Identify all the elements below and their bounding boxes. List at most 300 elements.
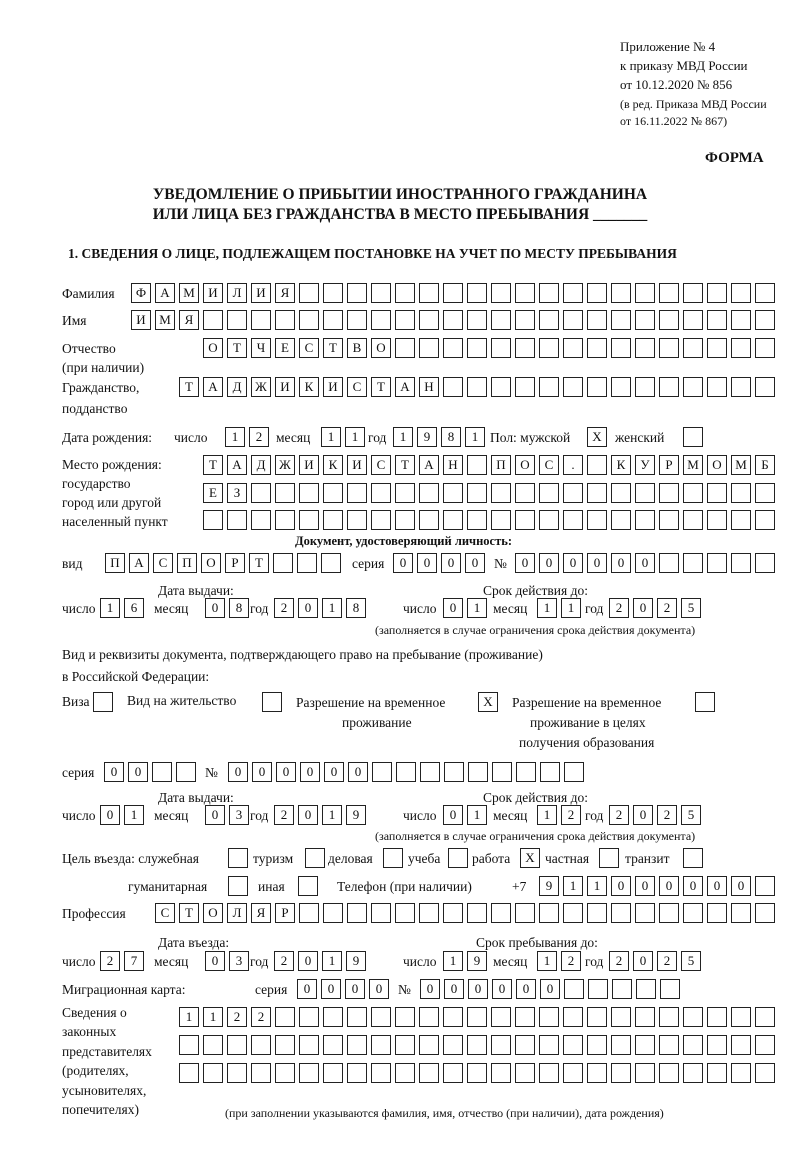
char-box[interactable] [443, 903, 463, 923]
char-box[interactable] [176, 762, 196, 782]
char-box[interactable] [635, 283, 655, 303]
char-box[interactable] [443, 283, 463, 303]
char-box[interactable] [467, 1063, 487, 1083]
char-box[interactable] [395, 310, 415, 330]
char-box[interactable] [563, 377, 583, 397]
char-box[interactable]: Я [275, 283, 295, 303]
char-box[interactable] [203, 310, 223, 330]
char-box[interactable]: 0 [659, 876, 679, 896]
char-box[interactable]: 0 [276, 762, 296, 782]
char-box[interactable] [755, 876, 775, 896]
char-box[interactable]: 0 [100, 805, 120, 825]
char-box[interactable] [299, 1063, 319, 1083]
char-box[interactable] [587, 1063, 607, 1083]
char-box[interactable] [659, 1007, 679, 1027]
char-box[interactable] [659, 903, 679, 923]
char-box[interactable]: 1 [124, 805, 144, 825]
char-box[interactable] [635, 483, 655, 503]
char-box[interactable] [611, 510, 631, 530]
char-box[interactable] [371, 1007, 391, 1027]
char-box[interactable] [755, 510, 775, 530]
char-box[interactable] [515, 483, 535, 503]
char-box[interactable] [731, 310, 751, 330]
char-box[interactable] [731, 483, 751, 503]
char-box[interactable]: 0 [228, 762, 248, 782]
char-box[interactable]: 0 [465, 553, 485, 573]
char-box[interactable]: 0 [298, 598, 318, 618]
char-box[interactable]: Д [251, 455, 271, 475]
char-box[interactable] [305, 848, 325, 868]
char-box[interactable] [564, 762, 584, 782]
char-box[interactable] [395, 338, 415, 358]
char-box[interactable] [755, 283, 775, 303]
char-box[interactable] [395, 283, 415, 303]
char-box[interactable] [227, 310, 247, 330]
char-box[interactable] [612, 979, 632, 999]
char-box[interactable] [563, 903, 583, 923]
char-box[interactable] [227, 1035, 247, 1055]
char-box[interactable] [491, 1035, 511, 1055]
char-box[interactable]: 0 [345, 979, 365, 999]
char-box[interactable]: 3 [229, 951, 249, 971]
char-box[interactable]: 2 [657, 598, 677, 618]
char-box[interactable]: С [155, 903, 175, 923]
char-box[interactable] [539, 483, 559, 503]
char-box[interactable] [467, 310, 487, 330]
char-box[interactable]: 0 [369, 979, 389, 999]
char-box[interactable] [467, 903, 487, 923]
char-box[interactable] [731, 510, 751, 530]
char-box[interactable] [635, 903, 655, 923]
char-box[interactable] [491, 1007, 511, 1027]
char-box[interactable]: 0 [298, 805, 318, 825]
char-box[interactable] [731, 283, 751, 303]
char-box[interactable] [395, 1035, 415, 1055]
char-box[interactable] [323, 1007, 343, 1027]
char-box[interactable] [731, 1063, 751, 1083]
char-box[interactable]: 1 [225, 427, 245, 447]
char-box[interactable]: 0 [321, 979, 341, 999]
char-box[interactable]: 1 [467, 598, 487, 618]
char-box[interactable]: К [611, 455, 631, 475]
char-box[interactable] [707, 377, 727, 397]
char-box[interactable]: А [419, 455, 439, 475]
char-box[interactable] [731, 1035, 751, 1055]
char-box[interactable]: С [153, 553, 173, 573]
char-box[interactable]: 0 [635, 553, 655, 573]
char-box[interactable] [443, 1007, 463, 1027]
char-box[interactable] [755, 553, 775, 573]
char-box[interactable]: 2 [274, 805, 294, 825]
char-box[interactable]: П [491, 455, 511, 475]
char-box[interactable] [262, 692, 282, 712]
char-box[interactable]: М [155, 310, 175, 330]
char-box[interactable]: Я [179, 310, 199, 330]
char-box[interactable] [179, 1063, 199, 1083]
char-box[interactable] [539, 510, 559, 530]
char-box[interactable]: 6 [124, 598, 144, 618]
char-box[interactable] [707, 510, 727, 530]
char-box[interactable] [275, 1063, 295, 1083]
char-box[interactable]: Ч [251, 338, 271, 358]
char-box[interactable]: Т [249, 553, 269, 573]
char-box[interactable]: С [371, 455, 391, 475]
char-box[interactable] [588, 979, 608, 999]
char-box[interactable] [636, 979, 656, 999]
char-box[interactable]: О [371, 338, 391, 358]
char-box[interactable]: 0 [205, 951, 225, 971]
char-box[interactable]: 0 [252, 762, 272, 782]
char-box[interactable]: 9 [417, 427, 437, 447]
char-box[interactable]: 8 [441, 427, 461, 447]
char-box[interactable]: Ф [131, 283, 151, 303]
char-box[interactable]: 2 [609, 951, 629, 971]
char-box[interactable] [395, 510, 415, 530]
char-box[interactable] [491, 483, 511, 503]
char-box[interactable] [371, 1035, 391, 1055]
char-box[interactable]: 0 [300, 762, 320, 782]
char-box[interactable]: 0 [516, 979, 536, 999]
char-box[interactable] [683, 310, 703, 330]
char-box[interactable]: М [179, 283, 199, 303]
char-box[interactable] [707, 310, 727, 330]
char-box[interactable] [563, 310, 583, 330]
char-box[interactable] [683, 510, 703, 530]
char-box[interactable] [563, 1007, 583, 1027]
char-box[interactable] [372, 762, 392, 782]
char-box[interactable] [467, 483, 487, 503]
char-box[interactable]: 2 [100, 951, 120, 971]
char-box[interactable] [587, 903, 607, 923]
char-box[interactable] [443, 510, 463, 530]
char-box[interactable] [228, 876, 248, 896]
char-box[interactable] [347, 483, 367, 503]
char-box[interactable] [563, 1063, 583, 1083]
char-box[interactable] [323, 1063, 343, 1083]
char-box[interactable] [323, 510, 343, 530]
char-box[interactable] [468, 762, 488, 782]
char-box[interactable] [659, 1035, 679, 1055]
char-box[interactable] [419, 510, 439, 530]
char-box[interactable] [707, 338, 727, 358]
char-box[interactable]: А [227, 455, 247, 475]
char-box[interactable]: 2 [251, 1007, 271, 1027]
char-box[interactable]: Т [395, 455, 415, 475]
char-box[interactable] [731, 338, 751, 358]
char-box[interactable] [515, 1063, 535, 1083]
char-box[interactable] [611, 1007, 631, 1027]
char-box[interactable] [347, 1007, 367, 1027]
char-box[interactable] [491, 283, 511, 303]
char-box[interactable] [683, 1035, 703, 1055]
char-box[interactable] [323, 1035, 343, 1055]
char-box[interactable]: 0 [683, 876, 703, 896]
char-box[interactable]: 0 [635, 876, 655, 896]
char-box[interactable]: 1 [465, 427, 485, 447]
char-box[interactable]: Т [179, 377, 199, 397]
char-box[interactable] [273, 553, 293, 573]
char-box[interactable] [419, 310, 439, 330]
char-box[interactable] [515, 377, 535, 397]
char-box[interactable] [563, 483, 583, 503]
char-box[interactable] [443, 1035, 463, 1055]
char-box[interactable] [659, 283, 679, 303]
char-box[interactable]: 8 [229, 598, 249, 618]
char-box[interactable]: О [203, 903, 223, 923]
char-box[interactable] [539, 903, 559, 923]
char-box[interactable]: М [683, 455, 703, 475]
char-box[interactable] [683, 427, 703, 447]
char-box[interactable] [467, 510, 487, 530]
char-box[interactable] [683, 338, 703, 358]
char-box[interactable] [755, 903, 775, 923]
char-box[interactable] [515, 1035, 535, 1055]
char-box[interactable] [347, 283, 367, 303]
char-box[interactable] [371, 310, 391, 330]
char-box[interactable]: 1 [203, 1007, 223, 1027]
char-box[interactable]: Т [203, 455, 223, 475]
char-box[interactable]: 2 [274, 598, 294, 618]
char-box[interactable]: К [323, 455, 343, 475]
char-box[interactable] [419, 338, 439, 358]
char-box[interactable] [659, 1063, 679, 1083]
char-box[interactable] [563, 510, 583, 530]
char-box[interactable]: Р [275, 903, 295, 923]
char-box[interactable] [539, 1063, 559, 1083]
char-box[interactable] [755, 1035, 775, 1055]
char-box[interactable]: 0 [468, 979, 488, 999]
char-box[interactable] [275, 1007, 295, 1027]
char-box[interactable] [347, 1035, 367, 1055]
char-box[interactable]: И [131, 310, 151, 330]
char-box[interactable] [443, 377, 463, 397]
char-box[interactable] [395, 903, 415, 923]
char-box[interactable] [707, 903, 727, 923]
char-box[interactable]: П [105, 553, 125, 573]
char-box[interactable] [731, 1007, 751, 1027]
char-box[interactable] [707, 483, 727, 503]
char-box[interactable]: 0 [205, 805, 225, 825]
char-box[interactable]: И [275, 377, 295, 397]
char-box[interactable]: 5 [681, 598, 701, 618]
char-box[interactable]: 1 [179, 1007, 199, 1027]
char-box[interactable] [298, 876, 318, 896]
char-box[interactable] [299, 510, 319, 530]
char-box[interactable] [467, 1007, 487, 1027]
char-box[interactable] [659, 510, 679, 530]
char-box[interactable] [539, 1007, 559, 1027]
char-box[interactable] [371, 903, 391, 923]
char-box[interactable] [419, 1007, 439, 1027]
char-box[interactable] [683, 1007, 703, 1027]
char-box[interactable]: У [635, 455, 655, 475]
char-box[interactable]: Н [419, 377, 439, 397]
char-box[interactable] [396, 762, 416, 782]
char-box[interactable]: 1 [322, 805, 342, 825]
char-box[interactable]: 0 [420, 979, 440, 999]
char-box[interactable] [323, 483, 343, 503]
char-box[interactable] [587, 377, 607, 397]
char-box[interactable] [635, 310, 655, 330]
char-box[interactable] [683, 483, 703, 503]
char-box[interactable]: 1 [467, 805, 487, 825]
char-box[interactable] [251, 510, 271, 530]
char-box[interactable]: 7 [124, 951, 144, 971]
char-box[interactable] [467, 338, 487, 358]
char-box[interactable]: А [203, 377, 223, 397]
char-box[interactable] [563, 283, 583, 303]
char-box[interactable] [635, 1007, 655, 1027]
char-box[interactable]: О [203, 338, 223, 358]
char-box[interactable]: Т [323, 338, 343, 358]
char-box[interactable] [755, 1007, 775, 1027]
char-box[interactable]: 0 [298, 951, 318, 971]
char-box[interactable] [515, 510, 535, 530]
char-box[interactable] [707, 553, 727, 573]
char-box[interactable] [683, 283, 703, 303]
char-box[interactable]: 1 [537, 805, 557, 825]
char-box[interactable]: 1 [537, 951, 557, 971]
char-box[interactable] [683, 848, 703, 868]
char-box[interactable] [371, 1063, 391, 1083]
char-box[interactable] [203, 1035, 223, 1055]
char-box[interactable] [515, 903, 535, 923]
char-box[interactable] [491, 903, 511, 923]
char-box[interactable] [443, 1063, 463, 1083]
char-box[interactable] [395, 483, 415, 503]
char-box[interactable] [443, 310, 463, 330]
char-box[interactable] [587, 483, 607, 503]
char-box[interactable] [203, 510, 223, 530]
char-box[interactable] [444, 762, 464, 782]
char-box[interactable] [635, 1035, 655, 1055]
char-box[interactable] [347, 903, 367, 923]
char-box[interactable]: Б [755, 455, 775, 475]
char-box[interactable] [467, 455, 487, 475]
char-box[interactable]: 2 [657, 805, 677, 825]
char-box[interactable] [611, 377, 631, 397]
char-box[interactable]: 9 [346, 805, 366, 825]
char-box[interactable] [251, 1063, 271, 1083]
char-box[interactable] [371, 483, 391, 503]
char-box[interactable]: 8 [346, 598, 366, 618]
char-box[interactable] [179, 1035, 199, 1055]
char-box[interactable] [683, 903, 703, 923]
char-box[interactable]: 9 [346, 951, 366, 971]
char-box[interactable]: 0 [540, 979, 560, 999]
char-box[interactable]: И [203, 283, 223, 303]
char-box[interactable] [587, 338, 607, 358]
char-box[interactable]: 0 [611, 553, 631, 573]
char-box[interactable]: 0 [104, 762, 124, 782]
char-box[interactable] [611, 1063, 631, 1083]
char-box[interactable] [420, 762, 440, 782]
char-box[interactable]: И [251, 283, 271, 303]
char-box[interactable] [563, 1035, 583, 1055]
char-box[interactable]: 0 [443, 598, 463, 618]
char-box[interactable]: Р [225, 553, 245, 573]
char-box[interactable]: 0 [348, 762, 368, 782]
char-box[interactable] [755, 338, 775, 358]
char-box[interactable] [467, 377, 487, 397]
char-box[interactable] [755, 483, 775, 503]
char-box[interactable]: 1 [100, 598, 120, 618]
char-box[interactable]: З [227, 483, 247, 503]
char-box[interactable]: Р [659, 455, 679, 475]
char-box[interactable]: 0 [587, 553, 607, 573]
char-box[interactable]: 5 [681, 951, 701, 971]
char-box[interactable] [635, 510, 655, 530]
char-box[interactable] [419, 1063, 439, 1083]
char-box[interactable] [443, 338, 463, 358]
char-box[interactable] [467, 1035, 487, 1055]
char-box[interactable] [635, 377, 655, 397]
char-box[interactable] [659, 338, 679, 358]
char-box[interactable]: 1 [561, 598, 581, 618]
char-box[interactable]: Н [443, 455, 463, 475]
char-box[interactable]: 2 [249, 427, 269, 447]
char-box[interactable] [227, 1063, 247, 1083]
char-box[interactable]: 1 [322, 598, 342, 618]
char-box[interactable] [395, 1063, 415, 1083]
char-box[interactable]: 0 [492, 979, 512, 999]
char-box[interactable]: К [299, 377, 319, 397]
char-box[interactable]: X [520, 848, 540, 868]
char-box[interactable] [299, 903, 319, 923]
char-box[interactable] [539, 1035, 559, 1055]
char-box[interactable]: 1 [587, 876, 607, 896]
char-box[interactable] [599, 848, 619, 868]
char-box[interactable] [587, 510, 607, 530]
char-box[interactable] [203, 1063, 223, 1083]
char-box[interactable] [251, 1035, 271, 1055]
char-box[interactable]: Д [227, 377, 247, 397]
char-box[interactable] [491, 338, 511, 358]
char-box[interactable] [297, 553, 317, 573]
char-box[interactable]: X [478, 692, 498, 712]
char-box[interactable]: 0 [731, 876, 751, 896]
char-box[interactable]: 0 [441, 553, 461, 573]
char-box[interactable] [635, 338, 655, 358]
char-box[interactable] [611, 483, 631, 503]
char-box[interactable]: 0 [707, 876, 727, 896]
char-box[interactable]: А [395, 377, 415, 397]
char-box[interactable] [539, 283, 559, 303]
char-box[interactable]: X [587, 427, 607, 447]
char-box[interactable]: 2 [227, 1007, 247, 1027]
char-box[interactable] [539, 310, 559, 330]
char-box[interactable] [492, 762, 512, 782]
char-box[interactable]: 2 [274, 951, 294, 971]
char-box[interactable] [227, 510, 247, 530]
char-box[interactable] [491, 510, 511, 530]
char-box[interactable]: 0 [539, 553, 559, 573]
char-box[interactable] [491, 310, 511, 330]
char-box[interactable]: 0 [633, 598, 653, 618]
char-box[interactable]: 2 [609, 598, 629, 618]
char-box[interactable]: 1 [443, 951, 463, 971]
char-box[interactable]: И [323, 377, 343, 397]
char-box[interactable] [251, 310, 271, 330]
char-box[interactable] [275, 1035, 295, 1055]
char-box[interactable] [611, 1035, 631, 1055]
char-box[interactable] [515, 310, 535, 330]
char-box[interactable] [347, 510, 367, 530]
char-box[interactable] [635, 1063, 655, 1083]
char-box[interactable] [587, 1007, 607, 1027]
char-box[interactable] [323, 903, 343, 923]
char-box[interactable]: 0 [633, 951, 653, 971]
